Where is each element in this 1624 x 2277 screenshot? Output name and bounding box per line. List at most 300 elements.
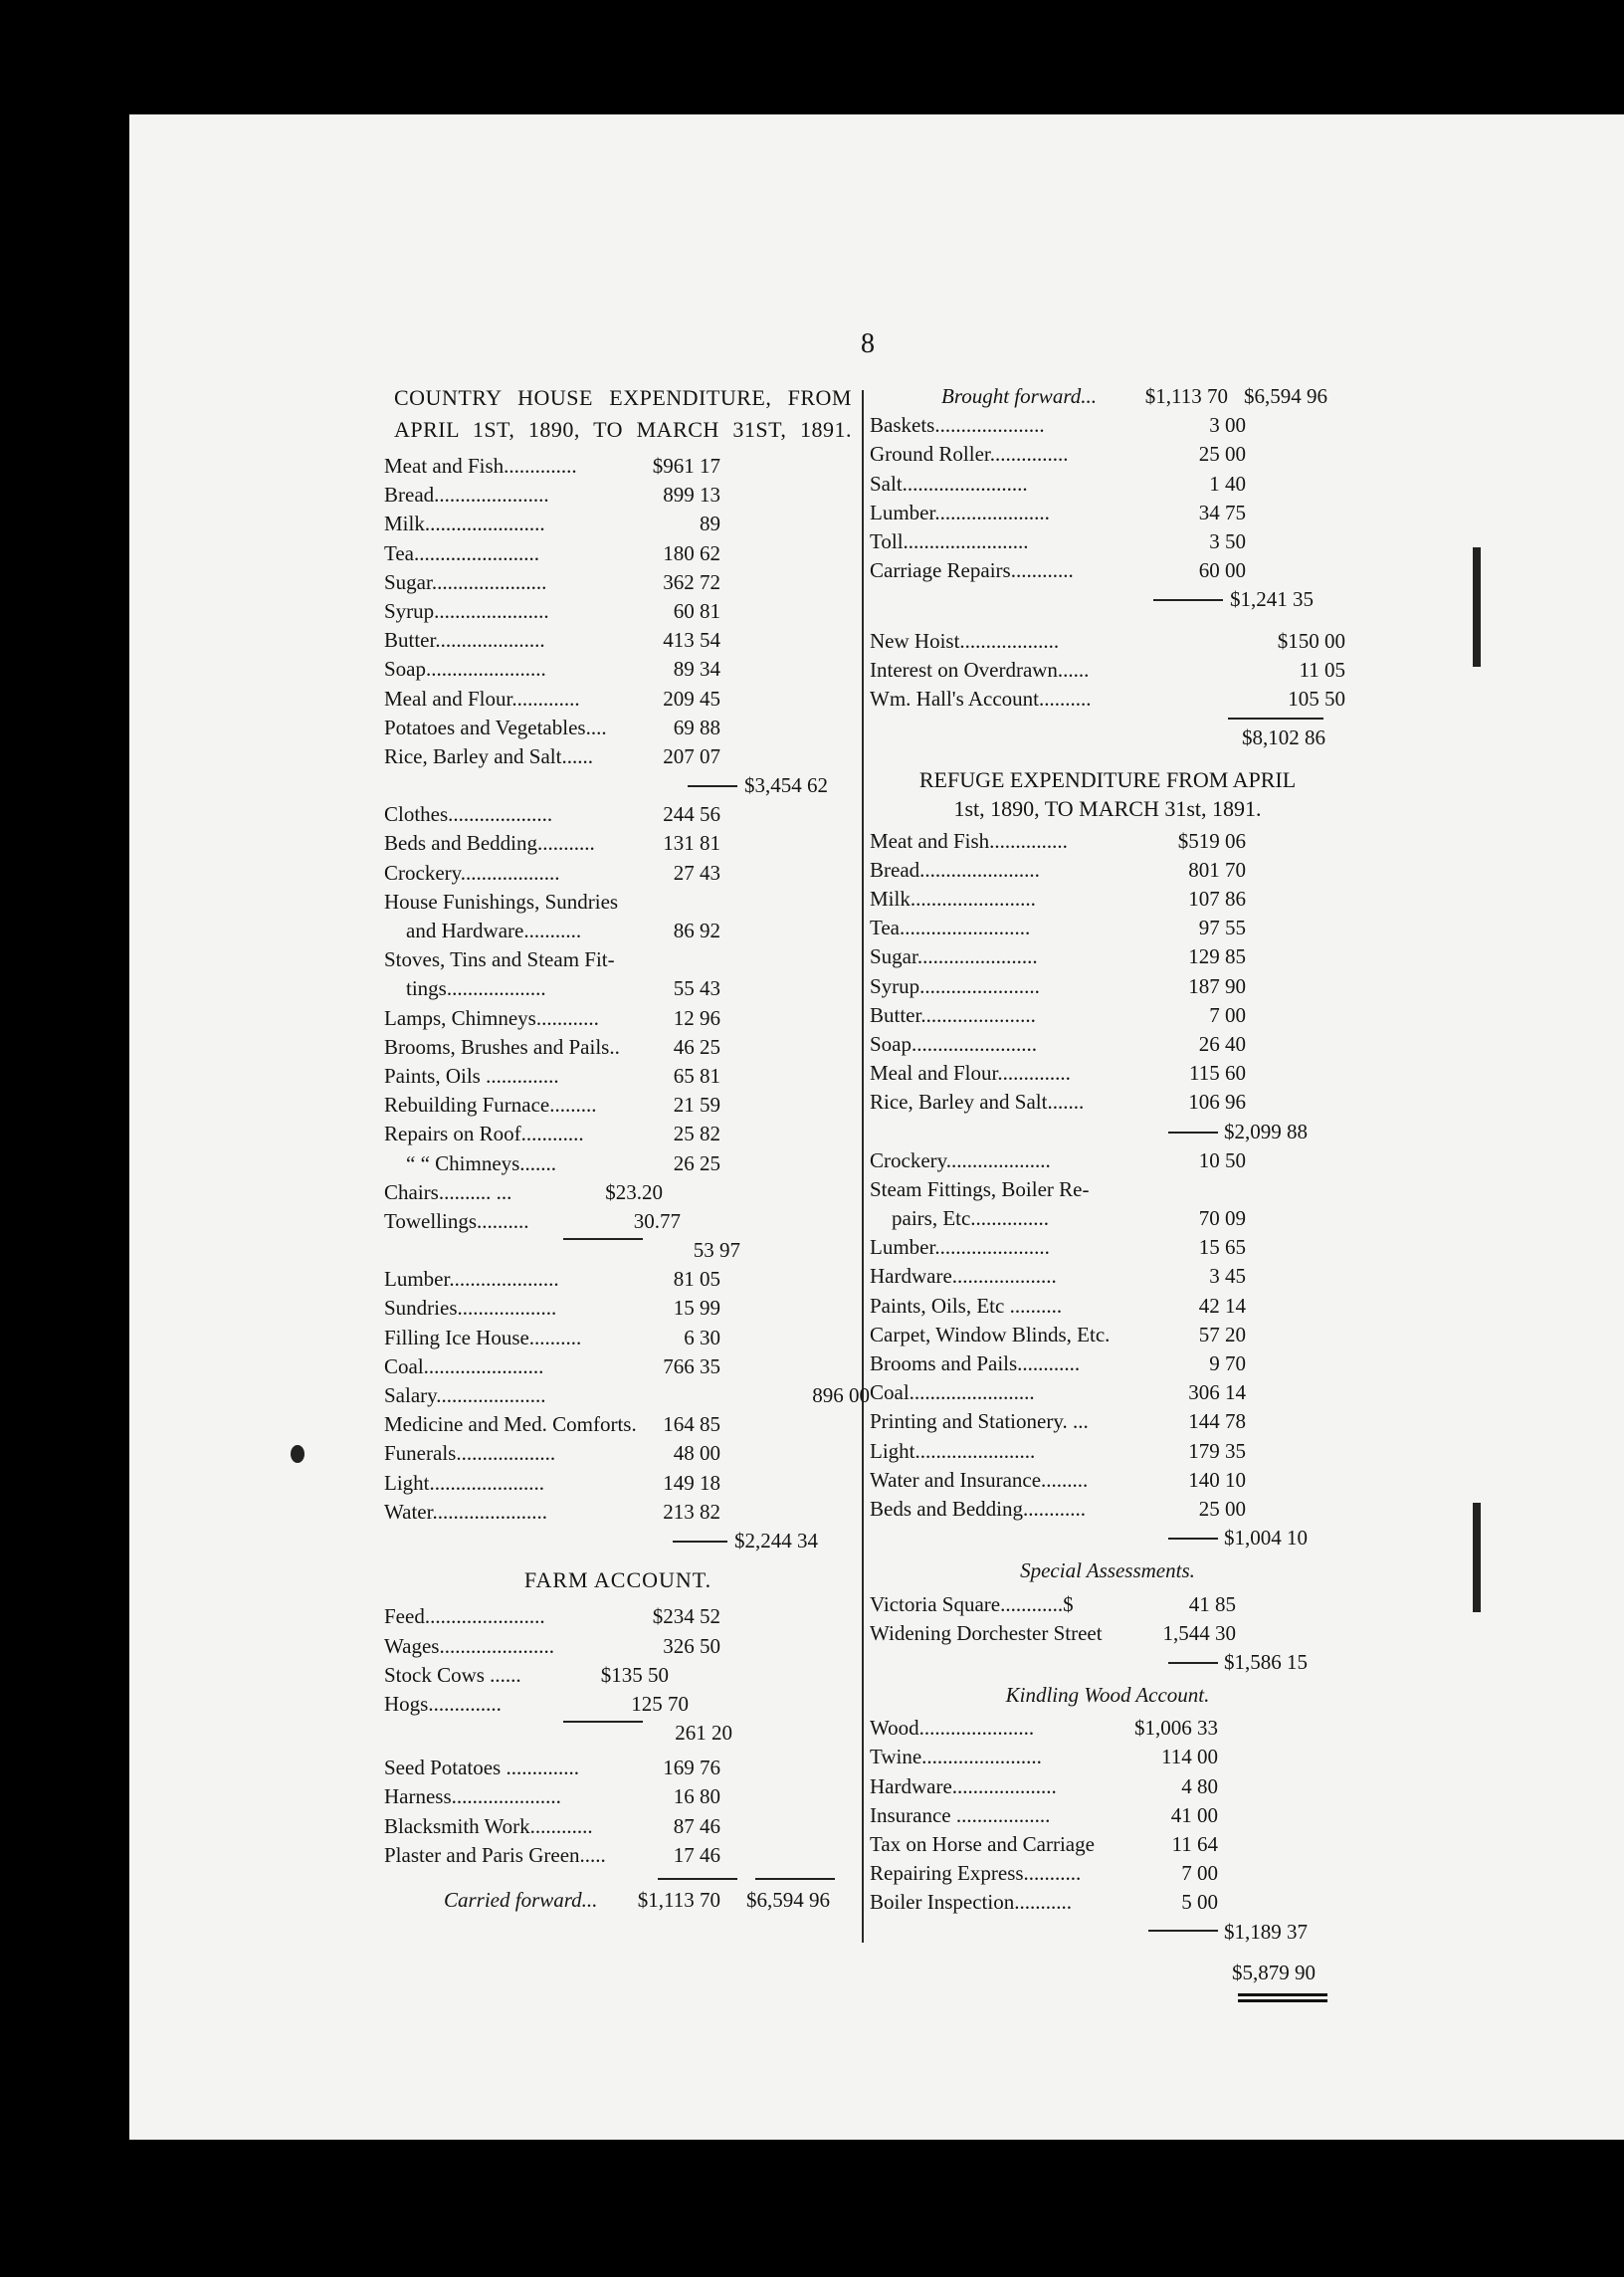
list-item (870, 627, 1345, 656)
item-amount: 105 50 (1288, 686, 1345, 711)
list-item (384, 800, 852, 829)
item-label: Interest on Overdrawn...... (870, 657, 1090, 682)
item-amount: 12 96 (673, 1005, 720, 1030)
item-amount: $961 17 (652, 454, 720, 478)
item-amount: 207 07 (663, 743, 720, 768)
item-label: Butter..................... (384, 628, 545, 653)
item-amount: 89 34 (673, 657, 720, 682)
item-amount: 115 60 (1189, 1061, 1246, 1086)
item-amount: 17 46 (673, 1842, 720, 1867)
item-amount: 7 00 (1209, 1002, 1246, 1027)
item-amount: 129 85 (1188, 944, 1246, 969)
item-label: Repairing Express........... (870, 1861, 1082, 1886)
item-label: Sugar....................... (870, 944, 1038, 969)
item-amount: 244 56 (663, 802, 720, 827)
item-label: Medicine and Med. Comforts. (384, 1412, 637, 1437)
double-rule-bottom (1238, 1999, 1327, 2002)
list-item (870, 1466, 1345, 1495)
brought-forward-row (870, 382, 1345, 411)
list-item (384, 1004, 852, 1033)
item-amount: 41 00 (1170, 1802, 1218, 1827)
item-amount: 107 86 (1188, 887, 1246, 911)
kindling-wood-heading: Kindling Wood Account. (1005, 1683, 1210, 1708)
item-label: Rebuilding Furnace......... (384, 1093, 597, 1118)
list-item (870, 1321, 1345, 1349)
brought-forward-a: $1,113 70 (1144, 384, 1228, 408)
list-item (384, 829, 852, 858)
item-label: Syrup....................... (870, 973, 1040, 998)
item-label: Carpet, Window Blinds, Etc. (870, 1322, 1111, 1346)
chairs-amount: $23.20 (605, 1179, 663, 1204)
special-items (870, 1590, 1345, 1648)
list-item (870, 1088, 1345, 1117)
hogs-amount: 125 70 (631, 1691, 689, 1716)
country-subtotal: $3,454 62 (744, 773, 828, 798)
list-item (870, 1437, 1345, 1466)
item-label: Baskets..................... (870, 413, 1045, 438)
list-item (384, 1782, 852, 1811)
item-label: Bread...................... (384, 483, 549, 508)
item-label: and Hardware........... (406, 919, 582, 942)
list-item (384, 597, 852, 626)
bf-subtotal-row (870, 585, 1345, 614)
item-label: Hardware.................... (870, 1773, 1057, 1798)
list-item (870, 972, 1345, 1001)
list-item (870, 1495, 1345, 1524)
list-item (870, 411, 1345, 440)
stock-hogs-total: 261 20 (675, 1721, 732, 1746)
house-subtotal-row (384, 1527, 852, 1555)
item-amount: 9 70 (1209, 1351, 1246, 1375)
list-item (870, 1030, 1345, 1059)
farm-account-heading: FARM ACCOUNT. (523, 1567, 712, 1593)
item-label: Water and Insurance......... (870, 1467, 1089, 1492)
item-amount: 34 75 (1198, 500, 1246, 524)
list-item (870, 1262, 1345, 1291)
item-label: Paints, Oils, Etc .......... (870, 1293, 1063, 1318)
list-item (384, 1410, 852, 1439)
hogs-row (384, 1690, 852, 1719)
item-label: Coal....................... (384, 1353, 544, 1378)
item-label: Brooms, Brushes and Pails.. (384, 1034, 620, 1059)
chairs-towellings-total-row (384, 1236, 852, 1265)
list-item (870, 827, 1345, 856)
item-amount: 180 62 (663, 540, 720, 565)
item-amount: 5 00 (1181, 1890, 1218, 1915)
item-amount: 86 92 (673, 919, 720, 942)
item-label: Blacksmith Work............ (384, 1813, 593, 1838)
list-item (870, 1407, 1345, 1436)
list-item (870, 440, 1345, 469)
other-items (870, 627, 1345, 715)
list-item (384, 1265, 852, 1294)
item-label: Meat and Fish............... (870, 828, 1068, 853)
list-item (384, 974, 852, 1003)
list-item (870, 856, 1345, 885)
item-label: Soap........................ (870, 1031, 1037, 1056)
item-amount: 4 80 (1181, 1773, 1218, 1798)
item-label: New Hoist................... (870, 628, 1060, 653)
refuge-subtotal-row (870, 1118, 1345, 1146)
list-item (870, 1204, 1345, 1233)
item-label: Milk........................ (870, 887, 1036, 911)
item-label: Soap....................... (384, 657, 546, 682)
item-label: Potatoes and Vegetables.... (384, 715, 607, 739)
list-item (870, 1059, 1345, 1088)
item-label: “ “ Chimneys....... (406, 1150, 557, 1175)
list-item (870, 556, 1345, 585)
item-amount: 60 81 (673, 598, 720, 623)
item-amount: 46 25 (673, 1034, 720, 1059)
list-item (870, 1888, 1345, 1917)
item-label: Water...................... (384, 1499, 547, 1524)
item-label: Lumber...................... (870, 500, 1050, 524)
more-items (384, 1265, 852, 1381)
item-label: Toll........................ (870, 528, 1029, 553)
item-amount: 55 43 (673, 976, 720, 1001)
kindling-subtotal-row (870, 1918, 1345, 1947)
list-item (870, 942, 1345, 971)
item-amount: 106 96 (1188, 1090, 1246, 1115)
item-label: Paints, Oils .............. (384, 1063, 559, 1088)
item-label: Meal and Flour.............. (870, 1061, 1071, 1086)
list-item (870, 1801, 1345, 1830)
item-label: Rice, Barley and Salt....... (870, 1090, 1085, 1115)
item-label: Lumber..................... (384, 1267, 559, 1292)
item-amount: 41 85 (1188, 1591, 1236, 1616)
item-amount: 25 00 (1198, 1496, 1246, 1521)
item-label: Wages...................... (384, 1633, 554, 1658)
item-amount: 70 09 (1198, 1206, 1246, 1231)
item-amount: 899 13 (663, 483, 720, 508)
item-amount: $234 52 (652, 1604, 720, 1629)
item-amount: 16 80 (673, 1784, 720, 1809)
item-label: Funerals................... (384, 1441, 556, 1466)
item-label: Ground Roller............... (870, 442, 1069, 467)
subtotal-dash (673, 1541, 727, 1543)
subtotal-dash (1168, 1662, 1218, 1664)
subtotal-dash (1148, 1930, 1218, 1932)
item-amount: 25 82 (673, 1122, 720, 1146)
list-item (870, 1378, 1345, 1407)
list-item (870, 1349, 1345, 1378)
list-item (870, 1001, 1345, 1030)
brought-forward-b: $6,594 96 (1244, 384, 1327, 408)
item-amount: 766 35 (663, 1353, 720, 1378)
item-amount: 362 72 (663, 569, 720, 594)
list-item (870, 685, 1345, 714)
item-amount: 213 82 (663, 1499, 720, 1524)
sum-rule (563, 1238, 643, 1240)
item-amount: 413 54 (663, 628, 720, 653)
item-amount: 15 99 (673, 1296, 720, 1321)
item-amount: 21 59 (673, 1093, 720, 1118)
list-item (870, 1292, 1345, 1321)
list-item (870, 527, 1345, 556)
total-rule (1228, 718, 1323, 720)
item-label: Crockery.................... (870, 1147, 1051, 1172)
item-amount: 149 18 (663, 1470, 720, 1495)
list-item (384, 1120, 852, 1148)
list-item (384, 1632, 852, 1661)
double-rule-top (1238, 1993, 1327, 1996)
item-amount: 801 70 (1188, 857, 1246, 882)
list-item (870, 1772, 1345, 1801)
refuge-items (870, 827, 1345, 1118)
item-amount: 26 40 (1198, 1031, 1246, 1056)
item-label: Repairs on Roof............ (384, 1122, 584, 1146)
item-amount: $150 00 (1277, 628, 1345, 653)
item-label: Twine....................... (870, 1745, 1042, 1769)
item-label: Filling Ice House.......... (384, 1325, 582, 1349)
brought-forward-label: Brought forward... (941, 384, 1097, 408)
house-subtotal: $2,244 34 (734, 1528, 818, 1552)
list-item (870, 470, 1345, 499)
subtotal-dash (688, 785, 737, 787)
item-amount: 69 88 (673, 715, 720, 739)
special-subtotal-row (870, 1648, 1345, 1677)
salary-label: Salary..................... (384, 1383, 546, 1407)
item-amount: $1,006 33 (1134, 1716, 1218, 1741)
list-item (870, 1146, 1345, 1175)
item-amount: 97 55 (1198, 916, 1246, 940)
list-item (384, 655, 852, 684)
item-label: House Funishings, Sundries (384, 889, 619, 914)
item-label: Harness..................... (384, 1784, 561, 1809)
item-label: Light....................... (870, 1438, 1036, 1463)
list-item (870, 656, 1345, 685)
item-amount: 65 81 (673, 1063, 720, 1088)
list-item (384, 685, 852, 714)
item-amount: 3 00 (1209, 413, 1246, 438)
item-amount: 87 46 (673, 1813, 720, 1838)
towellings-amount: 30.77 (633, 1208, 681, 1233)
chairs-row (384, 1178, 852, 1207)
item-amount: 114 00 (1161, 1745, 1218, 1769)
item-amount: 27 43 (673, 860, 720, 885)
item-label: Beds and Bedding........... (384, 831, 595, 856)
item-label: Insurance .................. (870, 1802, 1051, 1827)
carried-rule-b (755, 1878, 835, 1880)
stock-hogs-total-row (384, 1719, 852, 1748)
item-amount: 3 45 (1209, 1264, 1246, 1289)
carried-rule-a (658, 1878, 737, 1880)
item-amount: 26 25 (673, 1150, 720, 1175)
refuge-subtotal: $2,099 88 (1224, 1119, 1308, 1143)
carried-forward-a: $1,113 70 (637, 1888, 720, 1912)
list-item (870, 1714, 1345, 1743)
list-item (384, 1498, 852, 1527)
list-item (384, 1439, 852, 1468)
list-item (870, 1743, 1345, 1771)
item-amount: 7 00 (1181, 1861, 1218, 1886)
item-amount: 15 65 (1198, 1235, 1246, 1260)
list-item (384, 1149, 852, 1178)
chairs-towellings-total: 53 97 (693, 1238, 740, 1263)
item-label: Victoria Square............$ (870, 1591, 1074, 1616)
list-item (870, 1590, 1345, 1619)
list-item (870, 885, 1345, 914)
list-item (384, 1841, 852, 1870)
list-item (384, 714, 852, 742)
item-label: Crockery................... (384, 860, 560, 885)
item-label: Bread....................... (870, 857, 1040, 882)
item-amount: 164 85 (663, 1412, 720, 1437)
item-label: Meat and Fish.............. (384, 454, 577, 478)
country-items (384, 452, 852, 771)
list-item (384, 1324, 852, 1352)
scan-mark (1473, 547, 1481, 667)
item-label: Salt........................ (870, 471, 1028, 496)
special-subtotal: $1,586 15 (1224, 1649, 1308, 1674)
item-label: Tax on Horse and Carriage (870, 1832, 1095, 1856)
item-label: Hardware.................... (870, 1264, 1057, 1289)
item-amount: $519 06 (1177, 828, 1246, 853)
towellings-label: Towellings.......... (384, 1208, 529, 1233)
item-label: Beds and Bedding............ (870, 1496, 1086, 1521)
list-item (870, 1175, 1345, 1204)
list-item (384, 742, 852, 771)
kindling-items (870, 1714, 1345, 1917)
scan-mark (1473, 1503, 1481, 1612)
item-amount: 179 35 (1188, 1438, 1246, 1463)
refuge-house-subtotal: $1,004 10 (1224, 1526, 1308, 1551)
country-house-heading: COUNTRY HOUSE EXPENDITURE, FROM APRIL 1ST, 1890, TO MARCH 31ST, 1891. (394, 385, 852, 442)
special-assessments-heading: Special Assessments. (1020, 1558, 1195, 1583)
refuge-heading-line-1: REFUGE EXPENDITURE FROM APRIL (918, 767, 1297, 793)
house-items (384, 800, 852, 1177)
list-item (870, 1233, 1345, 1262)
item-amount: 25 00 (1198, 442, 1246, 467)
list-item (870, 1830, 1345, 1859)
farm-items-b (384, 1754, 852, 1870)
list-item (384, 568, 852, 597)
list-item (384, 626, 852, 655)
refuge-total-row (870, 1959, 1345, 1987)
list-item (870, 1619, 1345, 1648)
list-item (384, 1062, 852, 1091)
scan-mark (291, 1445, 304, 1463)
column-divider (862, 390, 864, 1943)
subtotal-dash (1168, 1132, 1218, 1134)
item-amount: 326 50 (663, 1633, 720, 1658)
stock-cows-row (384, 1661, 852, 1690)
carried-forward-label: Carried forward... (444, 1888, 598, 1912)
refuge-house-items (870, 1146, 1345, 1524)
item-label: Wood...................... (870, 1716, 1035, 1741)
item-label: Coal........................ (870, 1380, 1035, 1405)
item-amount: 306 14 (1188, 1380, 1246, 1405)
item-amount: 140 10 (1188, 1467, 1246, 1492)
item-label: Syrup...................... (384, 598, 549, 623)
country-subtotal-row (384, 771, 852, 800)
subtotal-dash (1168, 1538, 1218, 1540)
item-label: Sundries................... (384, 1296, 557, 1321)
item-amount: 89 (700, 512, 720, 536)
list-item (384, 859, 852, 888)
list-item (384, 1602, 852, 1631)
item-amount: 10 50 (1198, 1147, 1246, 1172)
item-label: Milk....................... (384, 512, 545, 536)
item-amount: 11 05 (1299, 657, 1345, 682)
item-amount: 60 00 (1198, 558, 1246, 583)
page-number: 8 (861, 328, 875, 359)
list-item (384, 1091, 852, 1120)
list-item (384, 1754, 852, 1782)
item-label: Butter...................... (870, 1002, 1036, 1027)
item-amount: 11 64 (1171, 1832, 1218, 1856)
grand-total-a: $8,102 86 (1242, 725, 1325, 750)
item-label: Carriage Repairs............ (870, 558, 1074, 583)
list-item (384, 945, 852, 974)
list-item (384, 481, 852, 510)
item-amount: 1,544 30 (1162, 1620, 1236, 1645)
item-amount: 6 30 (684, 1325, 720, 1349)
item-amount: 209 45 (663, 686, 720, 711)
item-label: Widening Dorchester Street (870, 1620, 1103, 1645)
item-label: Seed Potatoes .............. (384, 1756, 579, 1780)
list-item (384, 539, 852, 568)
item-label: Wm. Hall's Account.......... (870, 686, 1092, 711)
salary-amount: 896 00 (812, 1383, 870, 1407)
refuge-total: $5,879 90 (1232, 1960, 1316, 1984)
item-label: Stoves, Tins and Steam Fit- (384, 947, 615, 972)
item-amount: 57 20 (1198, 1322, 1246, 1346)
subtotal-dash (1153, 599, 1223, 601)
item-label: Brooms and Pails............ (870, 1351, 1081, 1375)
bf-subtotal: $1,241 35 (1230, 587, 1314, 612)
item-amount: 81 05 (673, 1267, 720, 1292)
list-item (870, 499, 1345, 527)
list-item (384, 1469, 852, 1498)
left-column (384, 382, 870, 1915)
list-item (384, 888, 852, 917)
kindling-subtotal: $1,189 37 (1224, 1919, 1308, 1944)
carried-forward-b: $6,594 96 (746, 1888, 830, 1912)
final-items (384, 1410, 852, 1527)
list-item (384, 510, 852, 538)
item-label: Tea........................ (384, 540, 540, 565)
salary-row (384, 1381, 870, 1410)
item-label: Steam Fittings, Boiler Re- (870, 1176, 1090, 1201)
bf-items (870, 411, 1345, 585)
item-label: pairs, Etc............... (892, 1206, 1050, 1231)
carried-forward-row (384, 1886, 852, 1915)
list-item (870, 914, 1345, 942)
list-item (870, 1859, 1345, 1888)
item-label: tings................... (406, 976, 546, 1001)
item-label: Sugar...................... (384, 569, 547, 594)
towellings-row (384, 1207, 852, 1236)
list-item (384, 1812, 852, 1841)
item-amount: 3 50 (1209, 528, 1246, 553)
item-label: Lamps, Chimneys............ (384, 1005, 599, 1030)
refuge-heading-line-2: 1st, 1890, TO MARCH 31st, 1891. (953, 796, 1262, 822)
refuge-house-subtotal-row (870, 1524, 1345, 1552)
item-amount: 42 14 (1198, 1293, 1246, 1318)
hogs-label: Hogs.............. (384, 1691, 502, 1716)
list-item (384, 1294, 852, 1323)
item-label: Light...................... (384, 1470, 544, 1495)
right-column (870, 382, 1345, 2007)
list-item (384, 1352, 852, 1381)
item-amount: 169 76 (663, 1756, 720, 1780)
grand-total-row (870, 724, 1345, 752)
list-item (384, 917, 852, 945)
item-label: Printing and Stationery. ... (870, 1409, 1089, 1434)
item-amount: 144 78 (1188, 1409, 1246, 1434)
stock-cows-label: Stock Cows ...... (384, 1662, 521, 1687)
